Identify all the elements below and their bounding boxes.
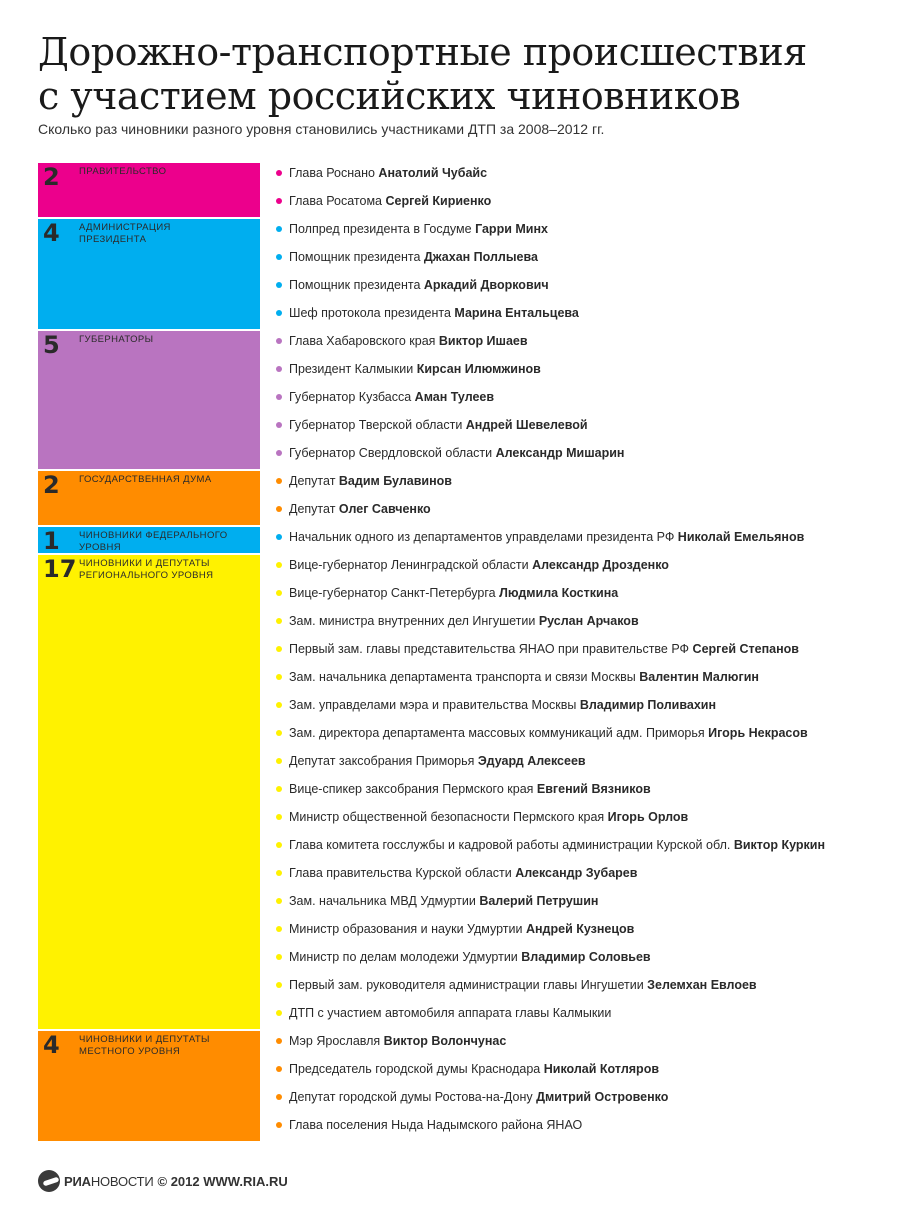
person-bullet-icon <box>276 366 282 372</box>
person-entry <box>289 586 619 600</box>
category-label: ГУБЕРНАТОРЫ <box>79 334 154 345</box>
person-role: Депутат <box>289 502 339 516</box>
category-label: ЧИНОВНИКИ ФЕДЕРАЛЬНОГО <box>79 530 228 541</box>
person-name: Кирсан Илюмжинов <box>416 362 541 376</box>
person-bullet-icon <box>276 786 282 792</box>
person-name: Анатолий Чубайс <box>378 166 488 180</box>
person-entry <box>289 222 548 236</box>
person-bullet-icon <box>276 562 282 568</box>
category-count: 2 <box>43 471 60 499</box>
person-entry <box>289 670 759 684</box>
category-bar <box>38 555 260 1029</box>
person-role: Зам. министра внутренних дел Ингушетии <box>289 614 539 628</box>
person-bullet-icon <box>276 450 282 456</box>
person-name: Игорь Некрасов <box>708 726 808 740</box>
person-role: Зам. начальника МВД Удмуртии <box>289 894 480 908</box>
person-name: Руслан Арчаков <box>538 614 639 628</box>
person-role: ДТП с участием автомобиля аппарата главы Калмыкии <box>289 1006 612 1020</box>
person-bullet-icon <box>276 310 282 316</box>
category-bar <box>38 331 260 469</box>
person-role: Губернатор Тверской области <box>289 418 466 432</box>
person-entry <box>289 558 669 572</box>
person-name: Игорь Орлов <box>607 810 689 824</box>
person-entry <box>289 418 588 432</box>
person-entry <box>289 446 624 460</box>
category-label: ПРЕЗИДЕНТА <box>79 234 147 245</box>
person-bullet-icon <box>276 422 282 428</box>
person-role: Министр общественной безопасности Пермского края <box>289 810 608 824</box>
person-entry <box>289 726 808 740</box>
person-name: Николай Емельянов <box>677 530 805 544</box>
person-name: Аман Тулеев <box>414 390 495 404</box>
person-name: Виктор Ишаев <box>438 334 528 348</box>
person-role: Глава правительства Курской области <box>289 866 516 880</box>
person-name: Эдуард Алексеев <box>477 754 586 768</box>
person-entry <box>289 782 651 796</box>
person-bullet-icon <box>276 170 282 176</box>
person-entry <box>289 978 757 992</box>
category-label: МЕСТНОГО УРОВНЯ <box>79 1046 181 1057</box>
person-bullet-icon <box>276 254 282 260</box>
category-count: 5 <box>43 331 60 359</box>
person-name: Александр Зубарев <box>515 866 638 880</box>
person-role: Губернатор Свердловской области <box>289 446 496 460</box>
person-name: Владимир Поливахин <box>579 698 717 712</box>
person-name: Зелемхан Евлоев <box>647 978 757 992</box>
person-role: Помощник президента <box>289 278 424 292</box>
person-bullet-icon <box>276 1010 282 1016</box>
person-name: Евгений Вязников <box>536 782 651 796</box>
person-role: Вице-губернатор Ленинградской области <box>289 558 533 572</box>
person-entry <box>289 390 494 404</box>
person-name: Дмитрий Островенко <box>536 1090 669 1104</box>
person-entry <box>289 194 492 208</box>
person-role: Министр образования и науки Удмуртии <box>289 922 526 936</box>
ria-logo-icon <box>38 1170 60 1192</box>
person-role: Глава Хабаровского края <box>289 334 439 348</box>
person-role: Глава комитета госслужбы и кадровой работы администрации Курской обл. <box>289 838 734 852</box>
person-bullet-icon <box>276 982 282 988</box>
person-role: Мэр Ярославля <box>289 1034 384 1048</box>
person-entry <box>289 922 635 936</box>
person-role: Депутат городской думы Ростова-на-Дону <box>289 1090 537 1104</box>
person-role: Депутат <box>289 474 339 488</box>
person-bullet-icon <box>276 646 282 652</box>
person-bullet-icon <box>276 954 282 960</box>
category-label: ПРАВИТЕЛЬСТВО <box>79 166 167 177</box>
person-bullet-icon <box>276 338 282 344</box>
person-role: Глава поселения Ныда Надымского района ЯНАО <box>289 1118 583 1132</box>
person-entry <box>289 1034 506 1048</box>
person-name: Александр Мишарин <box>495 446 625 460</box>
person-role: Губернатор Кузбасса <box>289 390 415 404</box>
person-role: Шеф протокола президента <box>289 306 455 320</box>
person-role: Первый зам. главы представительства ЯНАО при правительстве РФ <box>289 642 693 656</box>
person-bullet-icon <box>276 814 282 820</box>
page-subtitle: Сколько раз чиновники разного уровня становились участниками ДТП за 2008–2012 гг. <box>38 121 605 137</box>
category-count: 17 <box>43 555 77 583</box>
person-role: Председатель городской думы Краснодара <box>289 1062 544 1076</box>
category-count: 1 <box>43 527 60 555</box>
person-bullet-icon <box>276 226 282 232</box>
category-label: АДМИНИСТРАЦИЯ <box>79 222 171 233</box>
person-entry <box>289 1090 669 1104</box>
person-entry <box>289 502 431 516</box>
category-bar <box>38 219 260 329</box>
person-bullet-icon <box>276 534 282 540</box>
footer <box>38 1170 288 1192</box>
person-name: Виктор Куркин <box>733 838 826 852</box>
person-bullet-icon <box>276 730 282 736</box>
category-label: ГОСУДАРСТВЕННАЯ ДУМА <box>79 474 212 485</box>
person-name: Вадим Булавинов <box>338 474 452 488</box>
person-entry <box>289 1062 659 1076</box>
person-entry <box>289 894 598 908</box>
person-entry <box>289 362 541 376</box>
page-title-line-2: с участием российских чиновников <box>38 74 741 118</box>
person-bullet-icon <box>276 758 282 764</box>
person-entry <box>289 334 528 348</box>
person-role: Зам. директора департамента массовых коммуникаций адм. Приморья <box>289 726 709 740</box>
person-bullet-icon <box>276 842 282 848</box>
person-bullet-icon <box>276 618 282 624</box>
person-bullet-icon <box>276 590 282 596</box>
person-role: Первый зам. руководителя администрации главы Ингушетии <box>289 978 648 992</box>
person-bullet-icon <box>276 674 282 680</box>
person-role: Зам. управделами мэра и правительства Москвы <box>289 698 580 712</box>
person-role: Начальник одного из департаментов управделами президента РФ <box>289 530 678 544</box>
person-name: Сергей Кириенко <box>385 194 492 208</box>
person-name: Валентин Малюгин <box>639 670 759 684</box>
person-role: Полпред президента в Госдуме <box>289 222 476 236</box>
person-entry <box>289 838 825 852</box>
person-name: Валерий Петрушин <box>479 894 599 908</box>
person-bullet-icon <box>276 702 282 708</box>
person-entry <box>289 278 549 292</box>
person-role: Глава Росатома <box>289 194 386 208</box>
person-name: Виктор Волончунас <box>383 1034 507 1048</box>
person-name: Джахан Поллыева <box>423 250 538 264</box>
person-entry <box>289 642 799 656</box>
category-label: ЧИНОВНИКИ И ДЕПУТАТЫ <box>79 1034 210 1045</box>
person-name: Владимир Соловьев <box>521 950 651 964</box>
person-entry <box>289 166 487 180</box>
person-role: Депутат заксобрания Приморья <box>289 754 478 768</box>
footer-brand-rest: НОВОСТИ <box>90 1173 154 1189</box>
person-bullet-icon <box>276 1038 282 1044</box>
person-bullet-icon <box>276 1094 282 1100</box>
person-entry <box>289 530 805 544</box>
person-entry <box>289 1118 583 1132</box>
category-label: УРОВНЯ <box>79 542 122 553</box>
person-entry <box>289 306 580 320</box>
footer-copyright: © 2012 WWW.RIA.RU <box>157 1173 288 1189</box>
person-name: Аркадий Дворкович <box>423 278 549 292</box>
person-name: Андрей Кузнецов <box>525 922 635 936</box>
person-name: Гарри Минх <box>475 222 548 236</box>
footer-brand <box>64 1174 154 1189</box>
category-count: 4 <box>43 219 60 247</box>
person-bullet-icon <box>276 282 282 288</box>
person-name: Людмила Косткина <box>499 586 619 600</box>
person-entry <box>289 950 651 964</box>
person-entry <box>289 614 639 628</box>
footer-brand-bold: РИА <box>64 1173 91 1189</box>
person-bullet-icon <box>276 898 282 904</box>
person-entry <box>289 250 539 264</box>
person-bullet-icon <box>276 198 282 204</box>
person-role: Зам. начальника департамента транспорта и связи Москвы <box>289 670 640 684</box>
person-name: Николай Котляров <box>543 1062 660 1076</box>
person-bullet-icon <box>276 1066 282 1072</box>
person-name: Олег Савченко <box>338 502 431 516</box>
person-name: Сергей Степанов <box>692 642 799 656</box>
person-role: Президент Калмыкии <box>289 362 417 376</box>
page-title-line-1: Дорожно-транспортные происшествия <box>38 30 807 74</box>
person-name: Марина Ентальцева <box>454 306 579 320</box>
person-role: Министр по делам молодежи Удмуртии <box>289 950 522 964</box>
category-label: ЧИНОВНИКИ И ДЕПУТАТЫ <box>79 558 210 569</box>
person-bullet-icon <box>276 506 282 512</box>
person-name: Александр Дрозденко <box>532 558 669 572</box>
category-label: РЕГИОНАЛЬНОГО УРОВНЯ <box>79 570 214 581</box>
person-role: Вице-губернатор Санкт-Петербурга <box>289 586 500 600</box>
person-role: Глава Роснано <box>289 166 379 180</box>
person-role: Вице-спикер заксобрания Пермского края <box>289 782 537 796</box>
person-entry <box>289 474 452 488</box>
person-entry <box>289 1006 611 1020</box>
person-entry <box>289 754 586 768</box>
person-bullet-icon <box>276 394 282 400</box>
person-entry <box>289 866 638 880</box>
category-count: 4 <box>43 1031 60 1059</box>
person-bullet-icon <box>276 478 282 484</box>
person-entry <box>289 810 689 824</box>
person-bullet-icon <box>276 870 282 876</box>
person-bullet-icon <box>276 1122 282 1128</box>
person-role: Помощник президента <box>289 250 424 264</box>
person-bullet-icon <box>276 926 282 932</box>
category-count: 2 <box>43 163 60 191</box>
person-name: Андрей Шевелевой <box>465 418 588 432</box>
person-entry <box>289 698 716 712</box>
